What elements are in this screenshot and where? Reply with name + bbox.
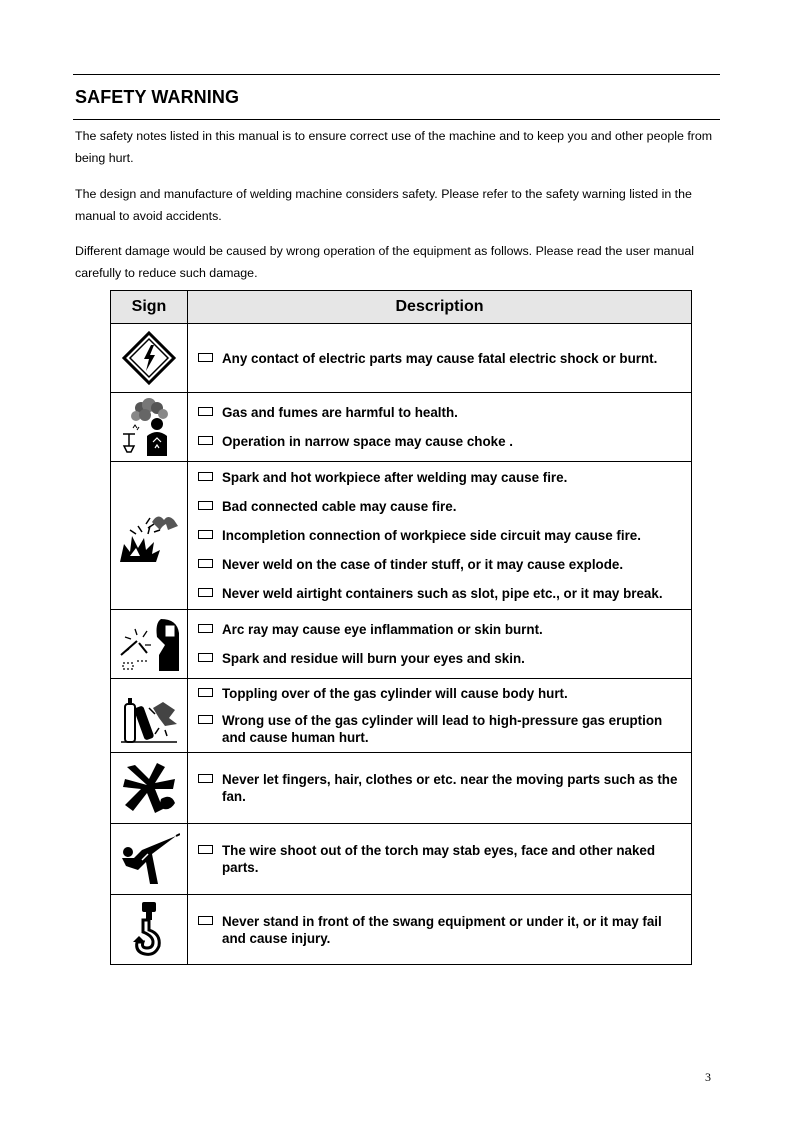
list-item: Arc ray may cause eye inflammation or skin burnt.	[198, 621, 685, 638]
table-header-row	[111, 291, 692, 324]
list-item: Operation in narrow space may cause choke .	[198, 433, 685, 450]
checkbox-icon	[198, 624, 213, 633]
list-item: Incompletion connection of workpiece side circuit may cause fire.	[198, 527, 685, 544]
sign-cell	[111, 393, 188, 462]
fire-explosion-icon	[111, 508, 187, 564]
intro-paragraph: Different damage would be caused by wrong operation of the equipment as follows. Please read the user manual carefully to reduce such damage.	[75, 244, 694, 280]
list-item: Toppling over of the gas cylinder will cause body hurt.	[198, 685, 685, 702]
table-row	[111, 895, 692, 965]
checkbox-icon	[198, 501, 213, 510]
list-item: Never let fingers, hair, clothes or etc. near the moving parts such as the fan.	[198, 771, 685, 805]
arc-ray-icon	[111, 615, 187, 673]
list-item: Gas and fumes are harmful to health.	[198, 404, 685, 421]
checkbox-icon	[198, 916, 213, 925]
table-row	[111, 824, 692, 895]
description-cell	[188, 393, 692, 462]
header-rule-bottom	[73, 119, 720, 120]
checkbox-icon	[198, 845, 213, 854]
checkbox-icon	[198, 407, 213, 416]
sign-column-header: Sign	[111, 291, 188, 324]
sign-cell	[111, 679, 188, 753]
checkbox-icon	[198, 653, 213, 662]
table-row	[111, 393, 692, 462]
hook-icon	[111, 900, 187, 960]
list-item: Never weld on the case of tinder stuff, or it may cause explode.	[198, 556, 685, 573]
table-row	[111, 462, 692, 610]
description-cell	[188, 679, 692, 753]
sign-cell	[111, 824, 188, 895]
list-item: Wrong use of the gas cylinder will lead to high-pressure gas eruption and cause human hurt.	[198, 712, 685, 746]
moving-parts-icon	[111, 759, 187, 817]
fumes-icon	[111, 398, 187, 456]
description-cell	[188, 895, 692, 965]
gas-cylinder-icon	[111, 688, 187, 744]
sign-cell	[111, 324, 188, 393]
checkbox-icon	[198, 774, 213, 783]
checkbox-icon	[198, 353, 213, 362]
list-item: Bad connected cable may cause fire.	[198, 498, 685, 515]
table-row	[111, 679, 692, 753]
sign-cell	[111, 895, 188, 965]
description-cell	[188, 824, 692, 895]
checkbox-icon	[198, 688, 213, 697]
checkbox-icon	[198, 715, 213, 724]
table-row	[111, 753, 692, 824]
table-row	[111, 610, 692, 679]
intro-paragraph: The safety notes listed in this manual is to ensure correct use of the machine and to keep you and other people from being hurt.	[75, 129, 713, 165]
list-item: Any contact of electric parts may cause fatal electric shock or burnt.	[198, 350, 685, 367]
description-cell	[188, 324, 692, 393]
sign-cell	[111, 462, 188, 610]
safety-table	[110, 290, 692, 965]
list-item: Never weld airtight containers such as slot, pipe etc., or it may break.	[198, 585, 685, 602]
electric-shock-icon	[111, 330, 187, 386]
description-column-header: Description	[188, 291, 692, 324]
page-title: SAFETY WARNING	[75, 87, 240, 107]
table-row	[111, 324, 692, 393]
header-rule-top	[73, 74, 720, 75]
intro-paragraph: The design and manufacture of welding machine considers safety. Please refer to the safety warning listed in the manual to avoid accidents.	[75, 187, 692, 223]
page-number: 3	[705, 1070, 711, 1084]
sign-cell	[111, 753, 188, 824]
checkbox-icon	[198, 472, 213, 481]
list-item: Spark and residue will burn your eyes and skin.	[198, 650, 685, 667]
checkbox-icon	[198, 588, 213, 597]
checkbox-icon	[198, 530, 213, 539]
list-item: Never stand in front of the swang equipment or under it, or it may fail and cause injury.	[198, 913, 685, 947]
description-cell	[188, 610, 692, 679]
description-cell	[188, 462, 692, 610]
list-item: Spark and hot workpiece after welding may cause fire.	[198, 469, 685, 486]
checkbox-icon	[198, 559, 213, 568]
sign-cell	[111, 610, 188, 679]
description-cell	[188, 753, 692, 824]
list-item: The wire shoot out of the torch may stab eyes, face and other naked parts.	[198, 842, 685, 876]
wire-stab-icon	[111, 830, 187, 888]
checkbox-icon	[198, 436, 213, 445]
